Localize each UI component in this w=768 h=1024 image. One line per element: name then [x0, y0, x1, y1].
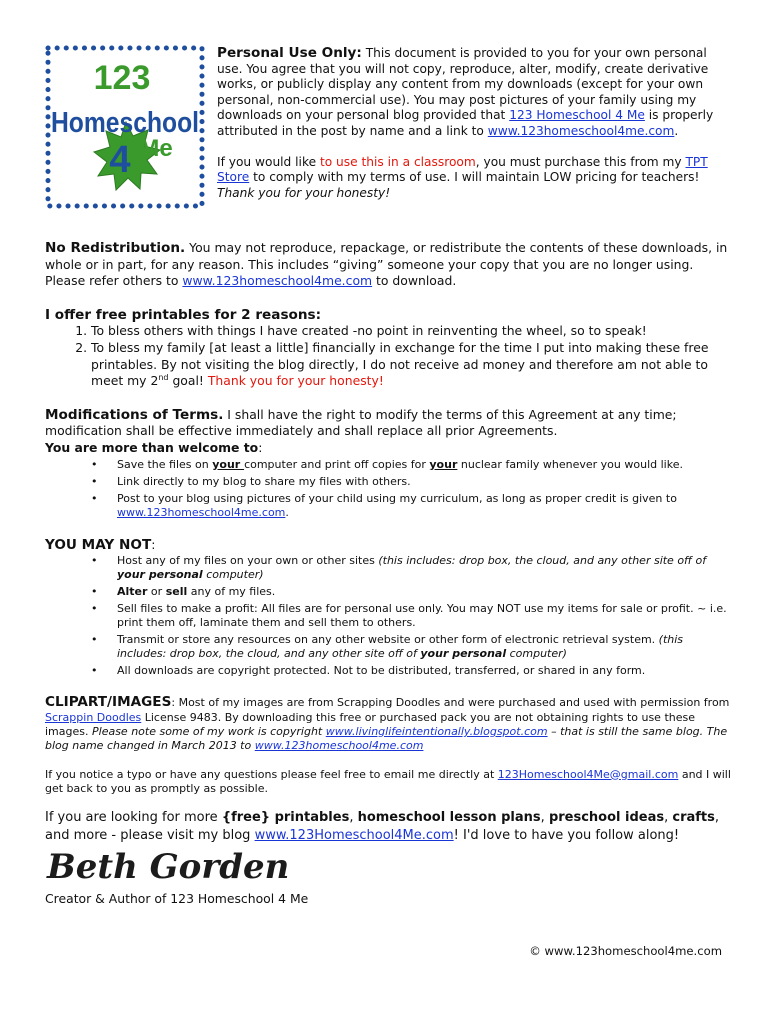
clipart-paragraph: CLIPART/IMAGES: Most of my images are from Scrapping Doodles and were purchased and used with permission from Scrappin Doodles License 9483. By downloading this free or purchased pack you are not obtaining rights to use these images. Please note some of my work is copyright www.livinglifeintentionally.blogspot.com – that is still the same blog. The blog name changed in March 2013 to www.123homeschool4me.com — [45, 694, 730, 753]
logo-line2: Homeschool — [51, 107, 199, 139]
clipart-heading: CLIPART/IMAGES — [45, 694, 172, 711]
website-link[interactable]: www.123homeschool4me.com — [254, 739, 424, 753]
logo-line1: 123 — [93, 59, 151, 97]
blog-link[interactable]: www.123Homeschool4Me.com — [254, 827, 454, 843]
list-item: • Save the files on your computer and print off copies for your nuclear family whenever you would like. — [91, 458, 735, 472]
list-item: 2. To bless my family [at least a little] financially in exchange for the time I put into making these free printables. By not visiting the blog directly, I do not receive ad money and therefore am not able to meet my 2nd goal! Thank you for your honesty! — [91, 340, 735, 390]
list-item: 1. To bless others with things I have created -no point in reinventing the wheel, so to speak! — [91, 323, 735, 340]
website-link[interactable]: www.123homeschool4me.com — [487, 123, 675, 138]
logo-line3: 4 — [109, 139, 131, 181]
typo-paragraph: If you notice a typo or have any questions please feel free to email me directly at 123Homeschool4Me@gmail.com and I will get back to you as promptly as possible. — [45, 767, 731, 796]
creator-line: Creator & Author of 123 Homeschool 4 Me — [45, 891, 309, 907]
list-item: • Sell files to make a profit: All files are for personal use only. You may NOT use my items for sale or profit. ~ i.e. print them off, laminate them and sell them to others. — [91, 602, 735, 630]
signature: Beth Gorden — [47, 846, 290, 887]
modifications-heading: Modifications of Terms. — [45, 406, 224, 423]
logo-line4: Me — [139, 135, 173, 162]
classroom-paragraph: If you would like to use this in a classroom, you must purchase this from my TPT Store to comply with my terms of use. I will maintain LOW pricing for teachers! Thank you for your honesty! — [217, 154, 708, 200]
logo-graphic — [44, 44, 206, 210]
website-link[interactable]: www.123homeschool4me.com — [182, 273, 373, 289]
copyright-notice: © www.123homeschool4me.com — [529, 944, 722, 958]
tpt-store-link[interactable]: TPT Store — [217, 154, 708, 185]
terms-body — [45, 240, 735, 908]
list-item: • Transmit or store any resources on any other website or other form of electronic retrieval system. (this includes: drop box, the cloud, and any other site off of your personal computer) — [91, 633, 735, 661]
personal-use-section — [217, 46, 725, 201]
may-not-list — [45, 554, 735, 678]
personal-use-paragraph: Personal Use Only: This document is provided to you for your own personal use. You agree that you will not copy, reproduce, alter, modify, create derivative works, or publicly display any content from my downloads (except for your own personal, non-commercial use). You may post pictures of your family using my downloads on your personal blog provided that 123 Homeschool 4 Me is properly attributed in the post by name and a link to www.123homeschool4me.com. — [217, 45, 714, 138]
welcome-heading: You are more than welcome to: — [45, 439, 263, 455]
redistribution-heading: No Redistribution. — [45, 240, 186, 256]
list-item: • Post to your blog using pictures of your child using my curriculum, as long as proper credit is given to www.123homeschool4me.com. — [91, 492, 735, 520]
list-item: • Alter or sell any of my files. — [91, 585, 735, 599]
living-life-link[interactable]: www.livinglifeintentionally.blogspot.com — [325, 724, 548, 738]
personal-use-heading: Personal Use Only: — [217, 45, 362, 61]
may-not-heading: YOU MAY NOT: — [45, 536, 156, 553]
website-link[interactable]: www.123homeschool4me.com — [117, 505, 286, 519]
more-paragraph: If you are looking for more {free} printables, homeschool lesson plans, preschool ideas, crafts, and more - please visit my blog www.123Homeschool4Me.com! I'd love to have you follow along! — [45, 809, 720, 843]
scrappin-doodles-link[interactable]: Scrappin Doodles — [45, 710, 142, 724]
reasons-heading: I offer free printables for 2 reasons: — [45, 306, 322, 323]
list-item: • All downloads are copyright protected. Not to be distributed, transferred, or shared in any form. — [91, 664, 735, 678]
redistribution-paragraph: No Redistribution. You may not reproduce, repackage, or redistribute the contents of these downloads, in whole or in part, for any reason. This includes “giving” someone your copy that you are no longer using. Please refer others to www.123homeschool4me.com to download. — [45, 240, 728, 289]
list-item: • Link directly to my blog to share my files with others. — [91, 475, 735, 489]
welcome-list — [45, 458, 735, 520]
list-item: • Host any of my files on your own or other sites (this includes: drop box, the cloud, and any other site off of your personal computer) — [91, 554, 735, 582]
email-link[interactable]: 123Homeschool4Me@gmail.com — [497, 767, 679, 781]
homeschool-link[interactable]: 123 Homeschool 4 Me — [509, 108, 645, 123]
reasons-list — [45, 323, 735, 389]
homeschool-logo — [44, 44, 206, 210]
modifications-paragraph: Modifications of Terms. I shall have the right to modify the terms of this Agreement at any time; modification shall be effective immediately and shall replace all prior Agreements. — [45, 406, 677, 439]
